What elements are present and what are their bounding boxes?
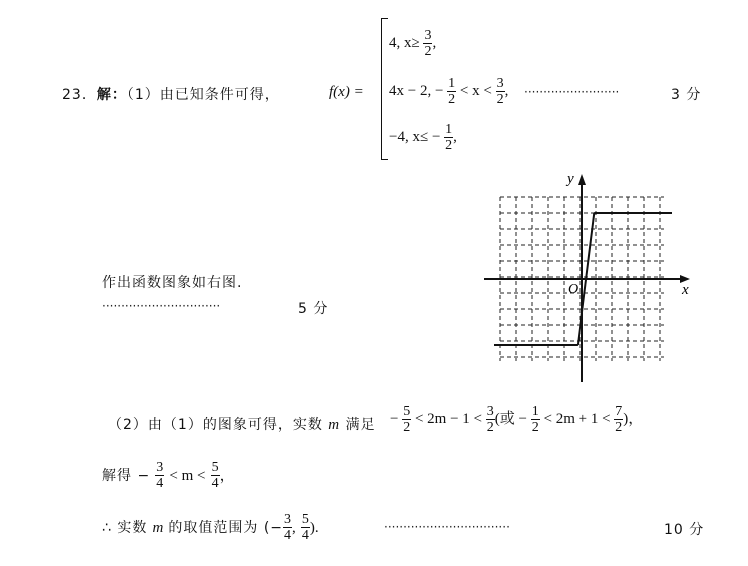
origin-label: O bbox=[568, 282, 579, 297]
inequality-1 bbox=[390, 404, 643, 435]
ineq2-mid: < 2m + 1 < bbox=[543, 410, 611, 427]
solve-f1-den: 4 bbox=[156, 476, 164, 491]
concl-f1-num: 3 bbox=[284, 512, 292, 527]
score-1: 3 分 bbox=[671, 87, 702, 103]
ineq1-f1-num: 5 bbox=[403, 404, 411, 419]
conclusion-variable-m: m bbox=[152, 520, 164, 536]
ineq1-fraction-2 bbox=[486, 404, 495, 435]
score-3: 10 分 bbox=[664, 522, 705, 538]
function-label: f(x) = bbox=[329, 84, 364, 100]
concl-f2-den: 4 bbox=[301, 528, 309, 543]
ineq1-mid: < 2m − 1 < bbox=[414, 410, 483, 427]
solve-fraction-2 bbox=[211, 460, 220, 491]
solve-tail: ， bbox=[219, 468, 235, 484]
case-2-den1: 2 bbox=[448, 92, 456, 107]
x-axis-label: x bbox=[682, 282, 689, 298]
solution-line bbox=[102, 460, 235, 491]
part2-line1 bbox=[108, 414, 376, 434]
ineq1-f2-num: 3 bbox=[486, 404, 494, 419]
conclusion-fraction-1 bbox=[283, 512, 292, 543]
case-1-num: 3 bbox=[424, 28, 432, 43]
conclusion-close: ). bbox=[309, 520, 319, 536]
conclusion-fraction-2 bbox=[301, 512, 310, 543]
y-axis-arrow-icon bbox=[578, 174, 586, 185]
solution-label: 解： bbox=[96, 87, 127, 103]
problem-number-text: 23． bbox=[62, 87, 97, 103]
ineq1-neg: − bbox=[390, 410, 399, 427]
ineq2-open: (或 − bbox=[494, 410, 527, 427]
case-2-den2: 2 bbox=[496, 92, 504, 107]
score-dots-1: ························· bbox=[524, 85, 620, 99]
ineq1-f1-den: 2 bbox=[403, 420, 411, 435]
solve-f1-num: 3 bbox=[156, 460, 164, 475]
solve-fraction-1 bbox=[155, 460, 164, 491]
ineq2-f1-den: 2 bbox=[531, 420, 539, 435]
score-dots-3: ································· bbox=[384, 520, 510, 534]
conclusion-comma: , bbox=[292, 520, 296, 536]
ineq1-f2-den: 2 bbox=[486, 420, 494, 435]
ineq2-fraction-2 bbox=[614, 404, 623, 435]
conclusion-mid: 的取值范围为 (− bbox=[168, 520, 284, 536]
ineq2-f2-den: 2 bbox=[615, 420, 623, 435]
solve-mid: < m < bbox=[169, 468, 206, 484]
part2-line1-mid: 满足 bbox=[345, 417, 376, 433]
case-2-mid: < x < bbox=[459, 82, 492, 99]
graph-instruction: 作出函数图象如右图. bbox=[102, 275, 243, 291]
part2-line1-pre: （2）由（1）的图象可得，实数 bbox=[108, 417, 323, 433]
conclusion-pre: ∴ 实数 bbox=[102, 520, 148, 536]
y-axis-label: y bbox=[567, 171, 574, 187]
solve-f2-num: 5 bbox=[211, 460, 219, 475]
case-3-tail: , bbox=[453, 128, 457, 145]
ineq2-fraction-1 bbox=[531, 404, 540, 435]
concl-f1-den: 4 bbox=[284, 528, 292, 543]
ineq2-f1-num: 1 bbox=[531, 404, 539, 419]
score-2: 5 分 bbox=[298, 301, 329, 317]
score-dots-2: ······························· bbox=[102, 299, 221, 313]
conclusion-line bbox=[102, 512, 319, 543]
case-3-pre: −4, x≤ − bbox=[389, 128, 441, 145]
case-2-num1: 1 bbox=[448, 76, 456, 91]
variable-m: m bbox=[328, 417, 341, 433]
case-3-num: 1 bbox=[445, 122, 453, 137]
case-1-den: 2 bbox=[424, 44, 432, 59]
ineq2-f2-num: 7 bbox=[615, 404, 623, 419]
case-1-tail: , bbox=[432, 34, 437, 51]
ineq1-fraction-1 bbox=[402, 404, 411, 435]
solve-pre: 解得 − bbox=[102, 468, 151, 484]
case-2-tail: , bbox=[504, 82, 509, 99]
case-3-den: 2 bbox=[445, 138, 453, 153]
solve-f2-den: 4 bbox=[211, 476, 219, 491]
case-2-num2: 3 bbox=[496, 76, 504, 91]
concl-f2-num: 5 bbox=[301, 512, 309, 527]
part1-intro: （1）由已知条件可得， bbox=[126, 87, 280, 103]
case-1-text: 4, x≥ bbox=[389, 34, 420, 51]
ineq2-close: )， bbox=[623, 410, 644, 427]
case-2-pre: 4x − 2, − bbox=[389, 82, 444, 99]
